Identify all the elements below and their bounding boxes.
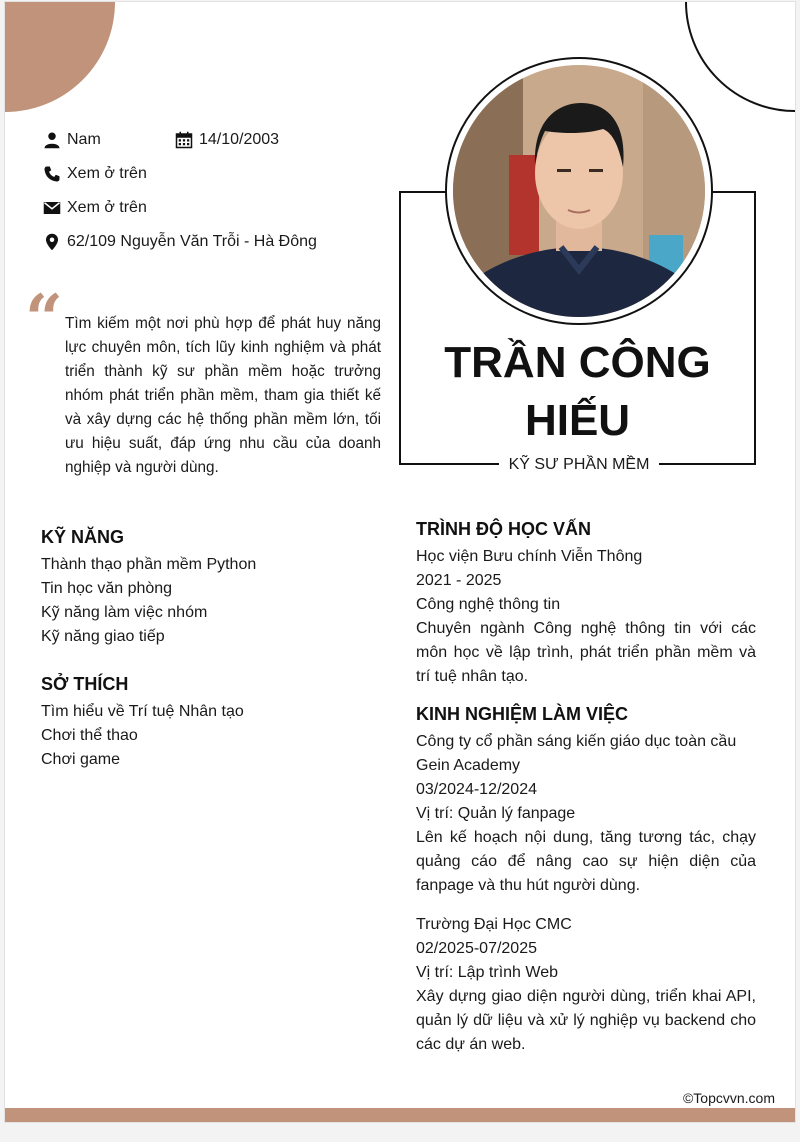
decorative-ring-top-right <box>685 1 796 112</box>
phone-icon <box>43 165 61 183</box>
birthdate-value: 14/10/2003 <box>199 131 280 148</box>
hobby-item: Tìm hiểu về Trí tuệ Nhân tạo <box>41 703 244 720</box>
location-pin-icon <box>43 233 61 251</box>
experience-description: Xây dựng giao diện người dùng, triển khai API, quản lý dữ liệu và xử lý nghiệp vụ backend cho các dự án web. <box>416 988 756 1053</box>
gender-row <box>43 130 101 150</box>
skill-item: Kỹ năng làm việc nhóm <box>41 604 208 621</box>
experience-position: Vị trí: Lập trình Web <box>416 964 558 981</box>
experience-company: Gein Academy <box>416 757 521 774</box>
career-objective: Tìm kiếm một nơi phù hợp để phát huy năng lực chuyên môn, tích lũy kinh nghiệm và phát triển thành kỹ sư phần mềm hoặc trưởng nhóm phát triển phần mềm, tham gia thiết kế và xây dựng các hệ thống phần mềm lớn, tối ưu hiệu suất, đáp ứng nhu cầu của doanh nghiệp và người dùng. <box>65 315 381 476</box>
experience-period: 03/2024-12/2024 <box>416 781 537 798</box>
experience-period: 02/2025-07/2025 <box>416 940 537 957</box>
address-row <box>43 232 317 252</box>
hobbies-title: SỞ THÍCH <box>41 674 129 694</box>
job-title: KỸ SƯ PHẦN MỀM <box>499 453 659 477</box>
person-icon <box>43 131 61 149</box>
candidate-name-line1: TRẦN CÔNG <box>444 338 711 387</box>
experience-company: Trường Đại Học CMC <box>416 916 572 933</box>
skills-title: KỸ NĂNG <box>41 527 125 547</box>
experience-title: KINH NGHIỆM LÀM VIỆC <box>416 704 629 724</box>
avatar <box>453 65 705 317</box>
experience-description: Lên kế hoạch nội dung, tăng tương tác, chạy quảng cáo để nâng cao sự hiện diện của fanpage và thu hút người dùng. <box>416 829 756 894</box>
bottom-accent-bar <box>5 1108 796 1123</box>
skill-item: Kỹ năng giao tiếp <box>41 628 165 645</box>
quote-icon: “ <box>25 280 63 358</box>
email-value: Xem ở trên <box>67 199 147 216</box>
birthdate-row <box>175 130 279 150</box>
hobby-item: Chơi thể thao <box>41 727 138 744</box>
copyright-text: ©Topcvvn.com <box>682 1090 775 1106</box>
decorative-circle-top-left <box>4 1 115 112</box>
phone-value: Xem ở trên <box>67 165 147 182</box>
mail-icon <box>43 199 61 217</box>
education-description: Chuyên ngành Công nghệ thông tin với các môn học về lập trình, phát triển phần mềm và trí tuệ nhân tạo. <box>416 620 756 685</box>
experience-position: Vị trí: Quản lý fanpage <box>416 805 576 822</box>
email-row <box>43 198 147 218</box>
candidate-name-line2: HIẾU <box>524 396 631 445</box>
candidate-name <box>401 334 754 450</box>
education-period: 2021 - 2025 <box>416 572 502 589</box>
calendar-icon <box>175 131 193 149</box>
education-school: Học viện Bưu chính Viễn Thông <box>416 548 643 565</box>
gender-value: Nam <box>67 131 101 148</box>
experience-company: Công ty cổ phần sáng kiến giáo dục toàn cầu <box>416 733 737 750</box>
hobby-item: Chơi game <box>41 751 120 768</box>
phone-row <box>43 164 147 184</box>
skill-item: Tin học văn phòng <box>41 580 173 597</box>
education-title: TRÌNH ĐỘ HỌC VẤN <box>416 519 591 539</box>
resume-page <box>4 1 796 1123</box>
education-major: Công nghệ thông tin <box>416 596 561 613</box>
address-value: 62/109 Nguyễn Văn Trỗi - Hà Đông <box>67 233 317 250</box>
skill-item: Thành thạo phần mềm Python <box>41 556 257 573</box>
